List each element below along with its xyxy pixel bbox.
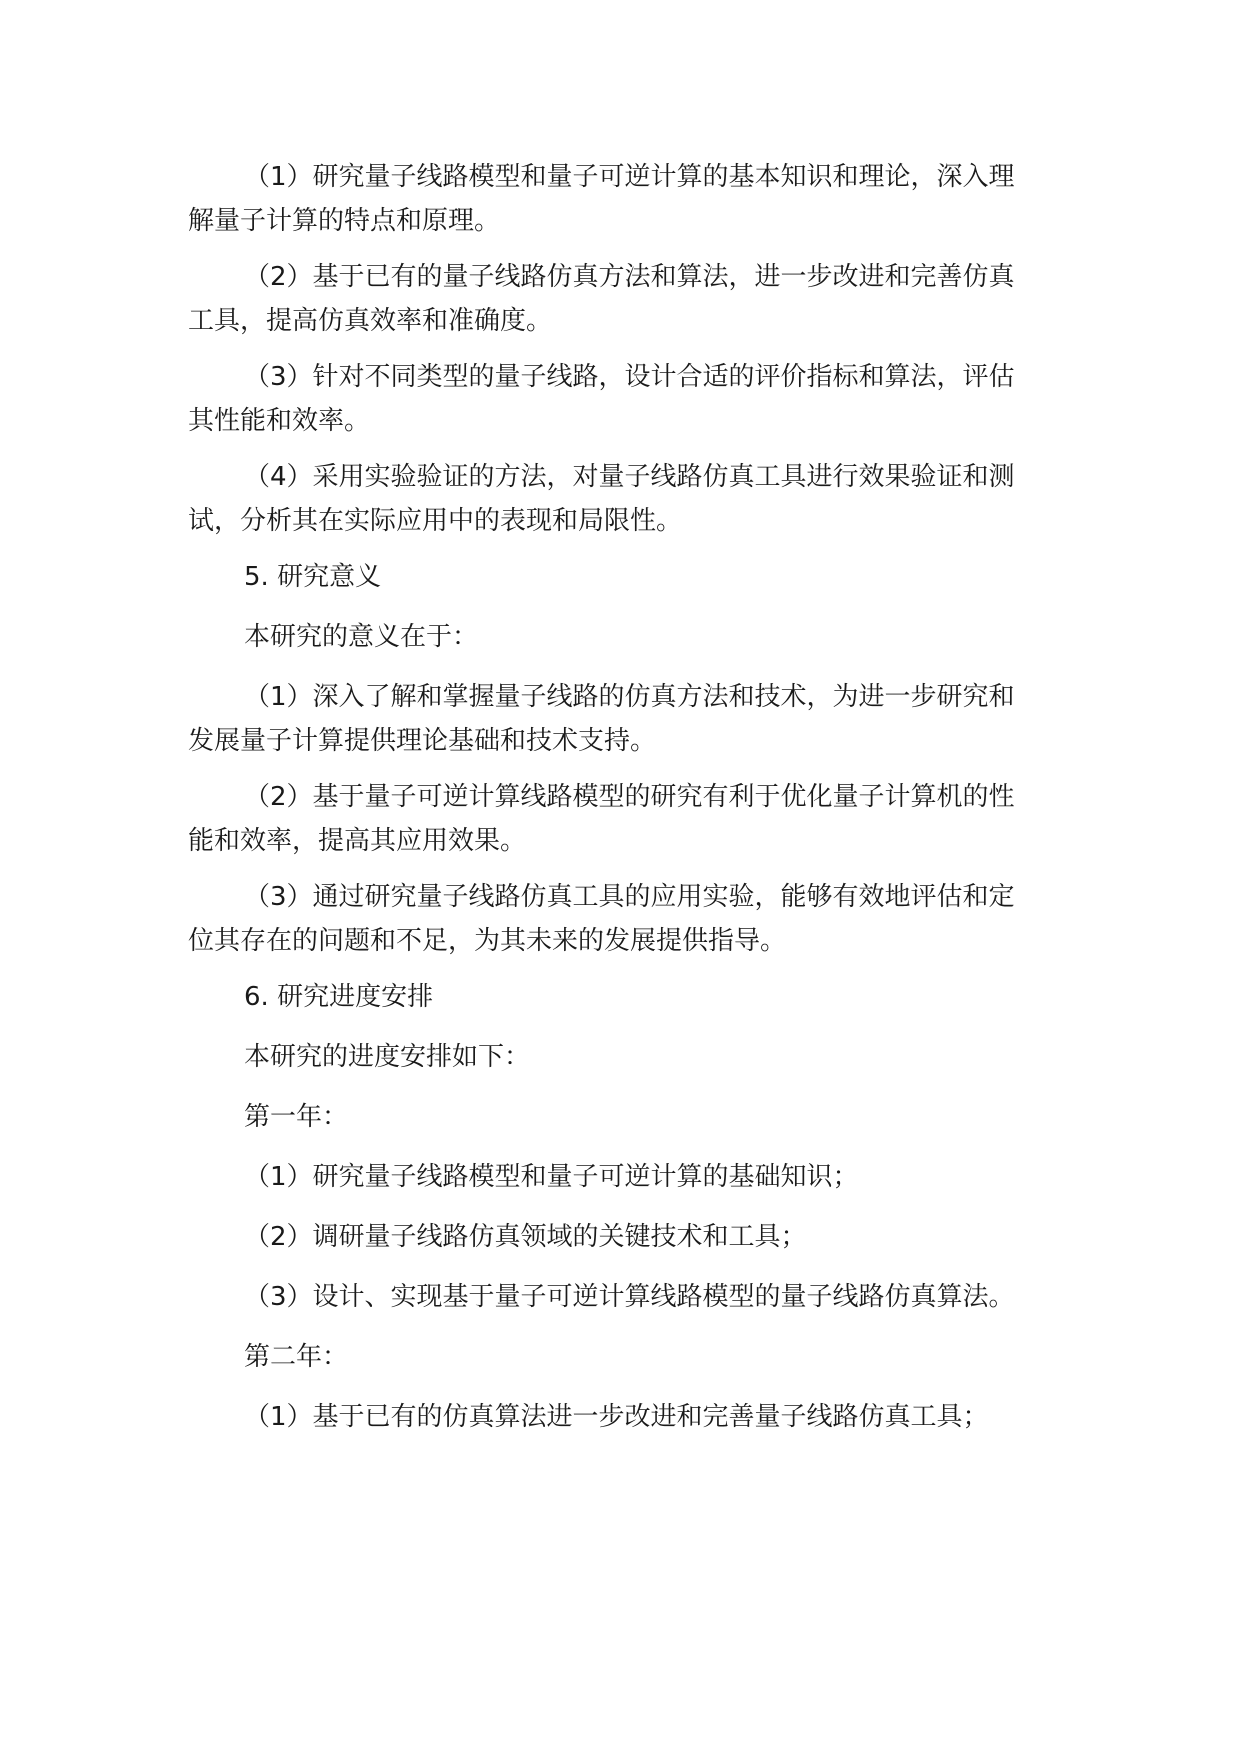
text-line: 发展量子计算提供理论基础和技术支持。: [188, 726, 657, 756]
list-item: （2）调研量子线路仿真领域的关键技术和工具；: [244, 1222, 807, 1252]
text-line: （4）采用实验验证的方法，对量子线路仿真工具进行效果验证和测: [244, 462, 1015, 492]
section-heading: 6. 研究进度安排: [244, 982, 434, 1012]
text-line: （3）通过研究量子线路仿真工具的应用实验，能够有效地评估和定: [244, 882, 1015, 912]
text-line: （2）基于已有的量子线路仿真方法和算法，进一步改进和完善仿真: [244, 262, 1015, 292]
text-line: 本研究的进度安排如下：: [244, 1042, 531, 1072]
text-line: 工具，提高仿真效率和准确度。: [188, 306, 553, 336]
text-line: （2）基于量子可逆计算线路模型的研究有利于优化量子计算机的性: [244, 782, 1015, 812]
text-line: （1）研究量子线路模型和量子可逆计算的基本知识和理论，深入理: [244, 162, 1015, 192]
list-item: （1）研究量子线路模型和量子可逆计算的基础知识；: [244, 1162, 859, 1192]
section-heading: 5. 研究意义: [244, 562, 382, 592]
list-item: （3）设计、实现基于量子可逆计算线路模型的量子线路仿真算法。: [244, 1282, 1015, 1312]
text-line: 本研究的意义在于：: [244, 622, 479, 652]
text-line: 能和效率，提高其应用效果。: [188, 826, 527, 856]
text-line: 其性能和效率。: [188, 406, 371, 436]
list-item: （1）基于已有的仿真算法进一步改进和完善量子线路仿真工具；: [244, 1402, 989, 1432]
text-line: （3）针对不同类型的量子线路，设计合适的评价指标和算法，评估: [244, 362, 1015, 392]
text-line: （1）深入了解和掌握量子线路的仿真方法和技术，为进一步研究和: [244, 682, 1015, 712]
text-line: 位其存在的问题和不足，为其未来的发展提供指导。: [188, 926, 787, 956]
text-line: 试，分析其在实际应用中的表现和局限性。: [188, 506, 683, 536]
text-line: 第二年：: [244, 1342, 349, 1372]
text-line: 解量子计算的特点和原理。: [188, 206, 501, 236]
text-line: 第一年：: [244, 1102, 349, 1132]
